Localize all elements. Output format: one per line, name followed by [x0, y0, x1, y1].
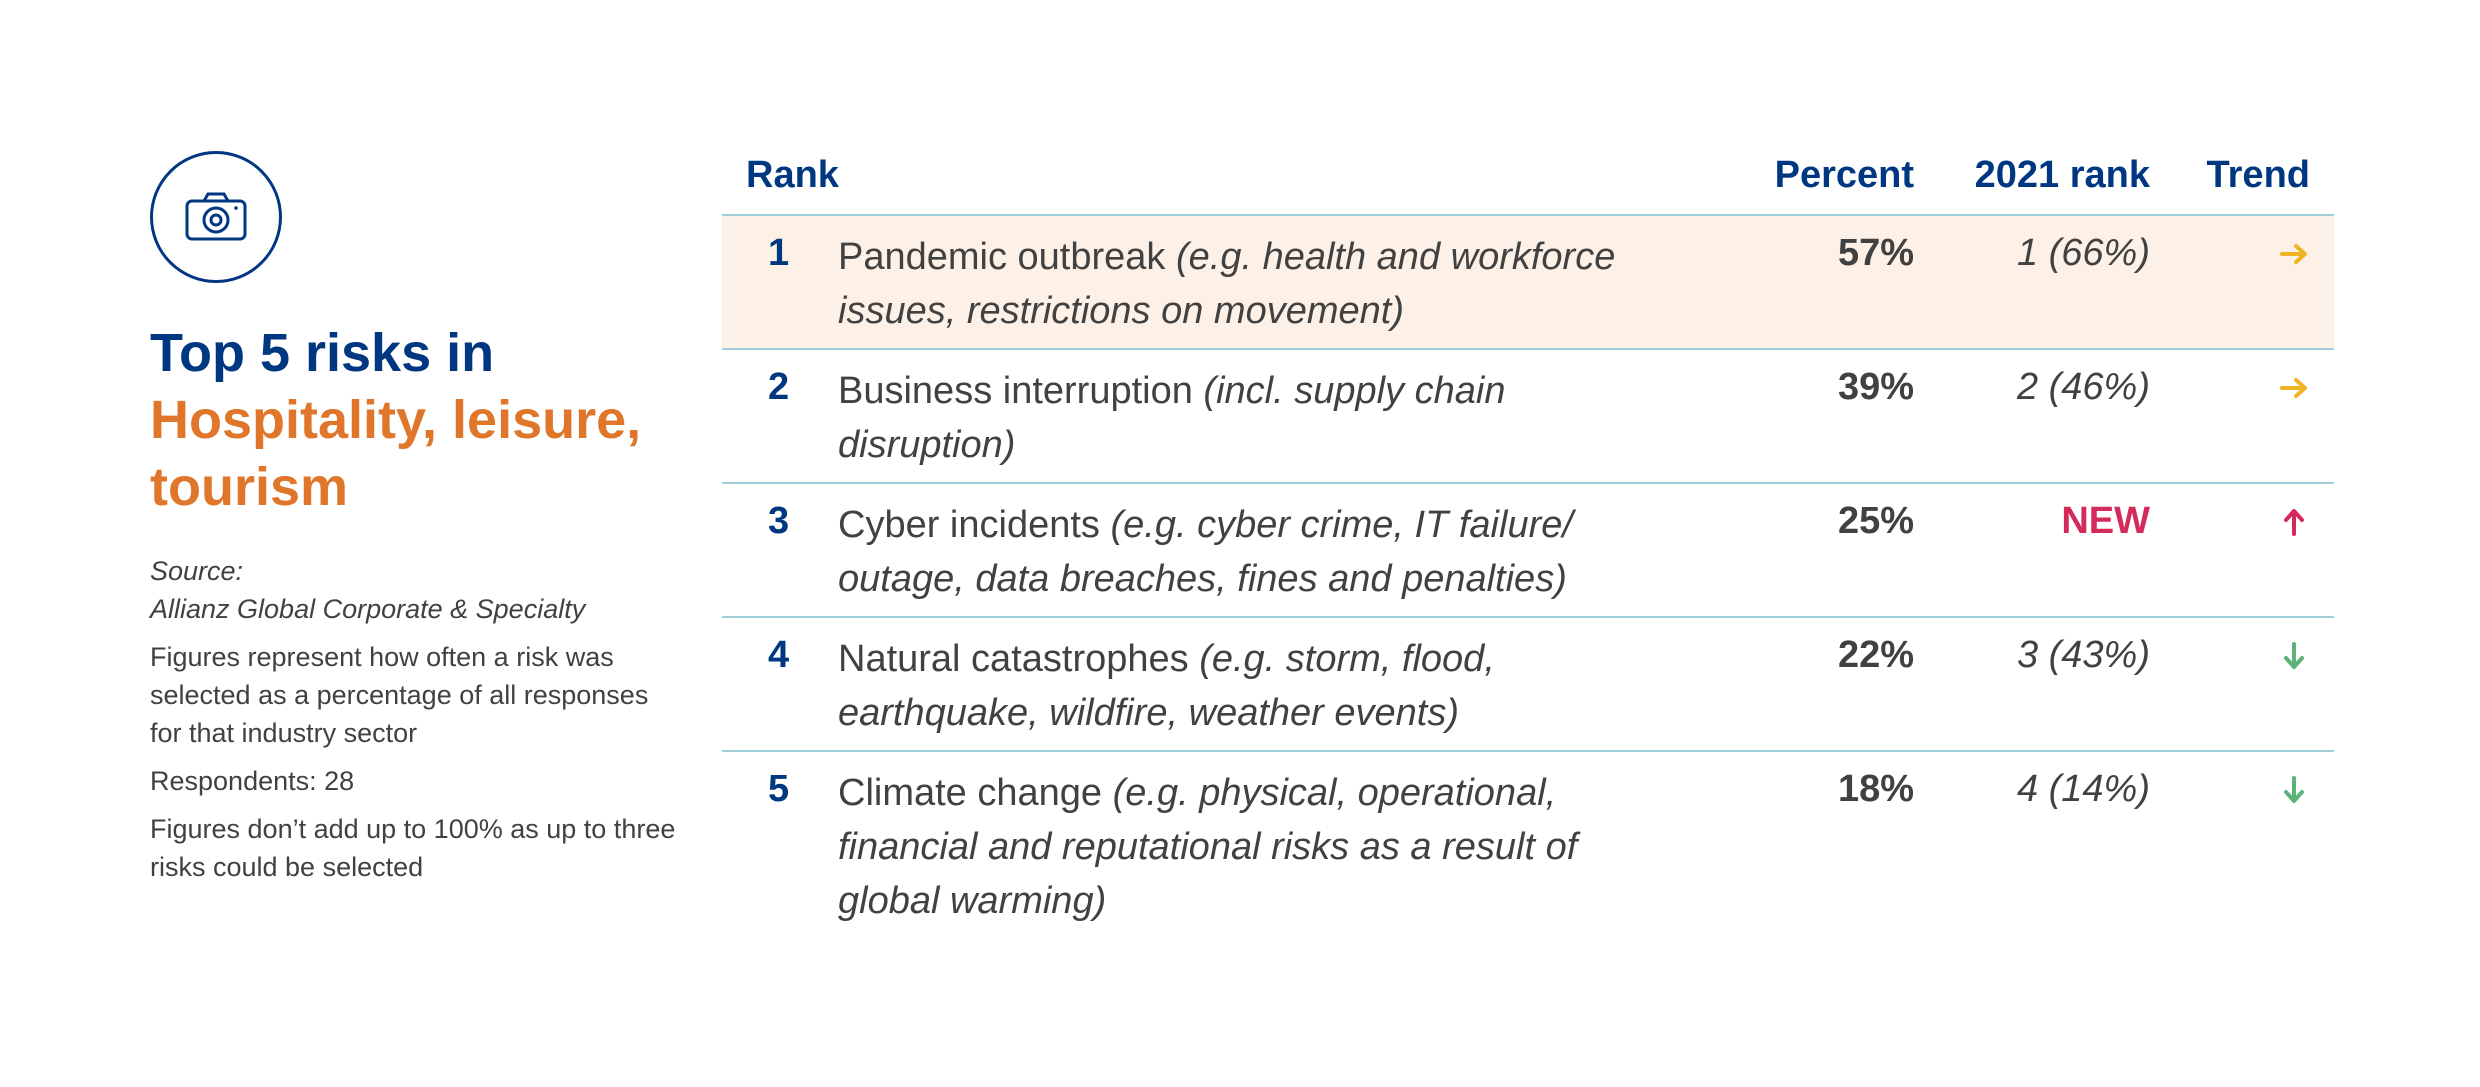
row-risk	[838, 364, 1678, 472]
row-risk	[838, 230, 1678, 338]
row-percent: 39%	[1837, 366, 1914, 408]
table-row	[722, 618, 2334, 752]
row-2021-rank: 1 (66%)	[2016, 232, 2150, 274]
trend-down-arrow-icon	[2278, 774, 2310, 806]
row-2021-rank: 4 (14%)	[2016, 768, 2150, 810]
table-row	[722, 216, 2334, 350]
header-percent: Percent	[1774, 154, 1914, 196]
table-row	[722, 752, 2334, 942]
title-line-1: Top 5 risks in	[150, 323, 495, 383]
camera-icon	[184, 191, 248, 243]
title-line-3: tourism	[150, 457, 349, 517]
row-percent: 18%	[1837, 768, 1914, 810]
title-line-2: Hospitality, leisure,	[150, 390, 642, 450]
row-risk	[838, 632, 1678, 740]
trend-right-arrow-icon	[2278, 372, 2310, 404]
risk-name: Business interruption	[838, 370, 1193, 412]
trend-right-arrow-icon	[2278, 238, 2310, 270]
header-2021-rank: 2021 rank	[1974, 154, 2150, 196]
table-row	[722, 484, 2334, 618]
row-percent: 22%	[1837, 634, 1914, 676]
risk-example: (e.g. health and workforce issues, restrictions on movement)	[838, 236, 1616, 332]
risk-name: Natural catastrophes	[838, 638, 1189, 680]
risk-name: Climate change	[838, 772, 1103, 814]
row-2021-rank: 3 (43%)	[2016, 634, 2150, 676]
row-rank: 4	[768, 634, 790, 676]
risk-example: (e.g. physical, operational, financial and reputational risks as a result of global warming)	[838, 772, 1578, 922]
page-title	[150, 320, 710, 521]
trend-up-arrow-icon	[2278, 506, 2310, 538]
risk-example: (incl. supply chain disruption)	[838, 370, 1506, 466]
row-rank: 5	[768, 768, 790, 810]
row-rank: 3	[768, 500, 790, 542]
camera-icon-circle	[150, 151, 282, 283]
respondents: Respondents: 28	[150, 766, 355, 796]
row-risk	[838, 498, 1678, 606]
note-totals: Figures don’t add up to 100% as up to three risks could be selected	[150, 814, 676, 882]
note-figures: Figures represent how often a risk was selected as a percentage of all responses for that industry sector	[150, 642, 649, 748]
table-row	[722, 350, 2334, 484]
risk-name: Cyber incidents	[838, 504, 1100, 546]
risk-table	[722, 150, 2334, 942]
risk-name: Pandemic outbreak	[838, 236, 1166, 278]
row-percent: 25%	[1837, 500, 1914, 542]
header-rank: Rank	[746, 154, 839, 196]
row-risk	[838, 766, 1678, 928]
row-percent: 57%	[1837, 232, 1914, 274]
trend-down-arrow-icon	[2278, 640, 2310, 672]
source-notes	[150, 552, 680, 886]
source-label: Source:	[150, 556, 244, 586]
row-rank: 2	[768, 366, 790, 408]
table-header	[722, 150, 2334, 216]
risk-example: (e.g. cyber crime, IT failure/ outage, data breaches, fines and penalties)	[838, 504, 1573, 600]
row-2021-rank-new-badge: NEW	[2061, 500, 2150, 542]
risk-example: (e.g. storm, flood, earthquake, wildfire, weather events)	[838, 638, 1495, 734]
row-2021-rank: 2 (46%)	[2016, 366, 2150, 408]
source-name: Allianz Global Corporate & Specialty	[150, 594, 586, 624]
header-trend: Trend	[2206, 154, 2310, 196]
row-rank: 1	[768, 232, 790, 274]
